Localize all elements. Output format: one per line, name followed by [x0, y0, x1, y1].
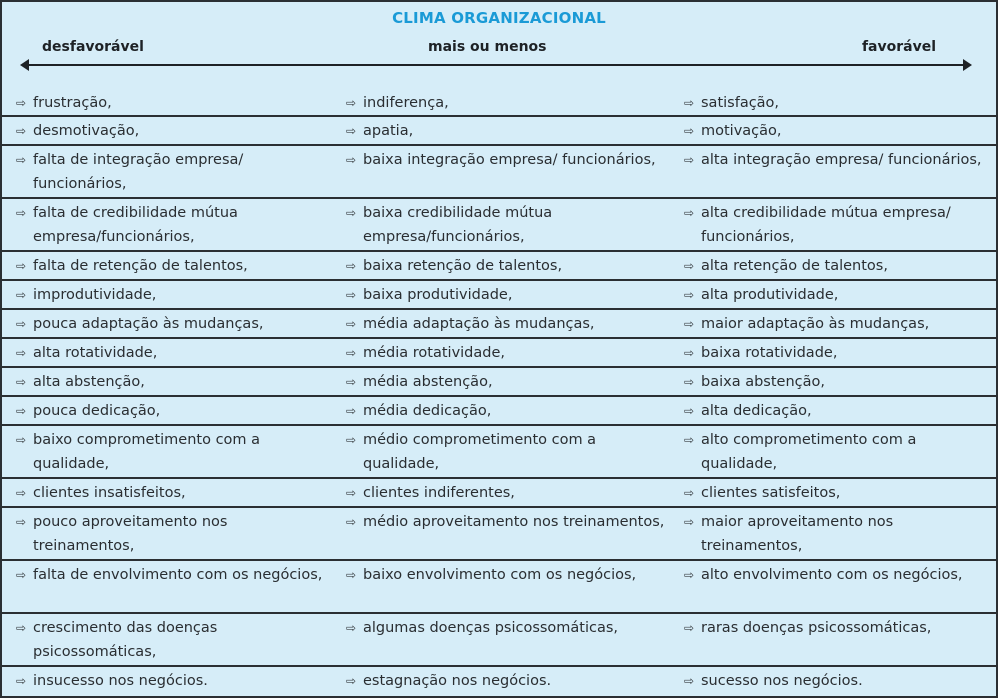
cell-text: baixa integração empresa/ funcionários,	[363, 152, 656, 168]
cell-favorable	[670, 396, 996, 425]
cell-text: alta integração empresa/ funcionários,	[701, 152, 982, 168]
cell-text: frustração,	[33, 95, 112, 111]
right-arrow-bullet-icon: ⇨	[16, 317, 27, 331]
cell-unfavorable	[2, 145, 332, 198]
right-arrow-bullet-icon: ⇨	[346, 433, 357, 447]
right-arrow-bullet-icon: ⇨	[16, 375, 27, 389]
cell-neutral	[332, 666, 670, 693]
right-arrow-bullet-icon: ⇨	[684, 259, 695, 273]
cell-neutral	[332, 145, 670, 198]
scale-label-unfavorable: desfavorável	[42, 39, 144, 55]
table-row	[2, 507, 996, 560]
table-title: CLIMA ORGANIZACIONAL	[392, 9, 606, 27]
right-arrow-bullet-icon: ⇨	[346, 259, 357, 273]
table-row	[2, 116, 996, 145]
right-arrow-bullet-icon: ⇨	[16, 96, 27, 110]
cell-favorable	[670, 478, 996, 507]
cell-text: clientes insatisfeitos,	[33, 485, 186, 501]
cell-text: alta credibilidade mútua empresa/ funcionários,	[701, 205, 951, 245]
cell-favorable	[670, 666, 996, 693]
cell-text: médio comprometimento com a qualidade,	[363, 432, 597, 472]
cell-neutral	[332, 198, 670, 251]
cell-text: baixa produtividade,	[363, 287, 513, 303]
table-row	[2, 89, 996, 116]
cell-favorable	[670, 89, 996, 116]
cell-unfavorable	[2, 666, 332, 693]
right-arrow-bullet-icon: ⇨	[684, 486, 695, 500]
cell-text: clientes satisfeitos,	[701, 485, 841, 501]
right-arrow-bullet-icon: ⇨	[684, 621, 695, 635]
comparison-table	[2, 89, 996, 693]
cell-text: maior adaptação às mudanças,	[701, 316, 930, 332]
right-arrow-bullet-icon: ⇨	[16, 433, 27, 447]
cell-text: alta dedicação,	[701, 403, 812, 419]
right-arrow-bullet-icon: ⇨	[684, 124, 695, 138]
cell-neutral	[332, 338, 670, 367]
cell-text: falta de integração empresa/ funcionários,	[33, 152, 244, 192]
arrow-right-icon	[963, 59, 972, 71]
table-row	[2, 367, 996, 396]
cell-text: baixa abstenção,	[701, 374, 825, 390]
right-arrow-bullet-icon: ⇨	[684, 153, 695, 167]
cell-favorable	[670, 425, 996, 478]
cell-text: desmotivação,	[33, 123, 140, 139]
right-arrow-bullet-icon: ⇨	[16, 404, 27, 418]
right-arrow-bullet-icon: ⇨	[684, 433, 695, 447]
table-row	[2, 478, 996, 507]
cell-text: alto envolvimento com os negócios,	[701, 567, 963, 583]
cell-neutral	[332, 613, 670, 666]
right-arrow-bullet-icon: ⇨	[684, 568, 695, 582]
cell-text: baixo envolvimento com os negócios,	[363, 567, 637, 583]
right-arrow-bullet-icon: ⇨	[16, 674, 27, 688]
table-row	[2, 309, 996, 338]
cell-text: estagnação nos negócios.	[363, 673, 552, 689]
table-header	[2, 2, 996, 89]
right-arrow-bullet-icon: ⇨	[16, 153, 27, 167]
cell-text: clientes indiferentes,	[363, 485, 515, 501]
right-arrow-bullet-icon: ⇨	[346, 317, 357, 331]
cell-text: baixa rotatividade,	[701, 345, 838, 361]
cell-neutral	[332, 309, 670, 338]
cell-favorable	[670, 338, 996, 367]
cell-neutral	[332, 396, 670, 425]
cell-text: média adaptação às mudanças,	[363, 316, 595, 332]
right-arrow-bullet-icon: ⇨	[684, 288, 695, 302]
right-arrow-bullet-icon: ⇨	[16, 259, 27, 273]
right-arrow-bullet-icon: ⇨	[16, 288, 27, 302]
cell-unfavorable	[2, 89, 332, 116]
cell-text: alta produtividade,	[701, 287, 839, 303]
cell-neutral	[332, 367, 670, 396]
cell-text: média dedicação,	[363, 403, 492, 419]
cell-text: pouca adaptação às mudanças,	[33, 316, 264, 332]
table-row	[2, 666, 996, 693]
right-arrow-bullet-icon: ⇨	[684, 317, 695, 331]
right-arrow-bullet-icon: ⇨	[684, 96, 695, 110]
cell-text: pouco aproveitamento nos treinamentos,	[33, 514, 228, 554]
cell-text: crescimento das doenças psicossomáticas,	[33, 620, 218, 660]
cell-text: falta de credibilidade mútua empresa/funcionários,	[33, 205, 238, 245]
right-arrow-bullet-icon: ⇨	[16, 124, 27, 138]
cell-favorable	[670, 560, 996, 613]
cell-neutral	[332, 478, 670, 507]
cell-text: baixa retenção de talentos,	[363, 258, 563, 274]
right-arrow-bullet-icon: ⇨	[684, 346, 695, 360]
cell-neutral	[332, 560, 670, 613]
cell-favorable	[670, 116, 996, 145]
cell-favorable	[670, 613, 996, 666]
cell-unfavorable	[2, 367, 332, 396]
cell-favorable	[670, 145, 996, 198]
cell-text: pouca dedicação,	[33, 403, 161, 419]
right-arrow-bullet-icon: ⇨	[346, 674, 357, 688]
table-row	[2, 251, 996, 280]
right-arrow-bullet-icon: ⇨	[346, 568, 357, 582]
cell-unfavorable	[2, 507, 332, 560]
cell-text: sucesso nos negócios.	[701, 673, 863, 689]
right-arrow-bullet-icon: ⇨	[16, 621, 27, 635]
cell-text: motivação,	[701, 123, 782, 139]
right-arrow-bullet-icon: ⇨	[346, 124, 357, 138]
cell-text: alta rotatividade,	[33, 345, 158, 361]
cell-text: alta abstenção,	[33, 374, 145, 390]
cell-neutral	[332, 425, 670, 478]
cell-favorable	[670, 280, 996, 309]
cell-favorable	[670, 198, 996, 251]
cell-favorable	[670, 507, 996, 560]
cell-unfavorable	[2, 396, 332, 425]
right-arrow-bullet-icon: ⇨	[346, 621, 357, 635]
cell-text: algumas doenças psicossomáticas,	[363, 620, 619, 636]
cell-text: baixa credibilidade mútua empresa/funcionários,	[363, 205, 553, 245]
table-row	[2, 560, 996, 613]
cell-text: falta de retenção de talentos,	[33, 258, 248, 274]
cell-text: raras doenças psicossomáticas,	[701, 620, 932, 636]
right-arrow-bullet-icon: ⇨	[16, 568, 27, 582]
cell-text: indiferença,	[363, 95, 449, 111]
double-arrow-scale-icon	[20, 61, 972, 69]
cell-neutral	[332, 251, 670, 280]
right-arrow-bullet-icon: ⇨	[684, 206, 695, 220]
cell-unfavorable	[2, 338, 332, 367]
cell-favorable	[670, 309, 996, 338]
cell-unfavorable	[2, 309, 332, 338]
table-row	[2, 338, 996, 367]
cell-neutral	[332, 280, 670, 309]
scale-label-favorable: favorável	[861, 39, 936, 55]
cell-text: apatia,	[363, 123, 414, 139]
table-row	[2, 145, 996, 198]
table-row	[2, 396, 996, 425]
right-arrow-bullet-icon: ⇨	[684, 515, 695, 529]
cell-text: improdutividade,	[33, 287, 157, 303]
cell-text: média abstenção,	[363, 374, 493, 390]
right-arrow-bullet-icon: ⇨	[346, 375, 357, 389]
table-row	[2, 198, 996, 251]
cell-text: falta de envolvimento com os negócios,	[33, 567, 323, 583]
right-arrow-bullet-icon: ⇨	[346, 404, 357, 418]
scale-label-neutral: mais ou menos	[428, 39, 547, 55]
cell-unfavorable	[2, 116, 332, 145]
cell-favorable	[670, 367, 996, 396]
right-arrow-bullet-icon: ⇨	[16, 486, 27, 500]
cell-text: insucesso nos negócios.	[33, 673, 208, 689]
table-row	[2, 613, 996, 666]
cell-unfavorable	[2, 251, 332, 280]
cell-unfavorable	[2, 478, 332, 507]
cell-unfavorable	[2, 425, 332, 478]
cell-text: alto comprometimento com a qualidade,	[701, 432, 917, 472]
right-arrow-bullet-icon: ⇨	[16, 515, 27, 529]
scale-line	[26, 64, 966, 66]
right-arrow-bullet-icon: ⇨	[684, 375, 695, 389]
right-arrow-bullet-icon: ⇨	[346, 206, 357, 220]
right-arrow-bullet-icon: ⇨	[16, 346, 27, 360]
right-arrow-bullet-icon: ⇨	[684, 674, 695, 688]
cell-neutral	[332, 89, 670, 116]
cell-unfavorable	[2, 613, 332, 666]
cell-text: médio aproveitamento nos treinamentos,	[363, 514, 665, 530]
right-arrow-bullet-icon: ⇨	[346, 96, 357, 110]
right-arrow-bullet-icon: ⇨	[346, 153, 357, 167]
cell-text: alta retenção de talentos,	[701, 258, 888, 274]
table-row	[2, 280, 996, 309]
right-arrow-bullet-icon: ⇨	[346, 346, 357, 360]
cell-text: maior aproveitamento nos treinamentos,	[701, 514, 894, 554]
cell-text: satisfação,	[701, 95, 780, 111]
cell-unfavorable	[2, 198, 332, 251]
cell-text: baixo comprometimento com a qualidade,	[33, 432, 261, 472]
cell-neutral	[332, 116, 670, 145]
cell-unfavorable	[2, 280, 332, 309]
right-arrow-bullet-icon: ⇨	[684, 404, 695, 418]
cell-text: média rotatividade,	[363, 345, 506, 361]
cell-unfavorable	[2, 560, 332, 613]
right-arrow-bullet-icon: ⇨	[346, 486, 357, 500]
right-arrow-bullet-icon: ⇨	[16, 206, 27, 220]
cell-neutral	[332, 507, 670, 560]
right-arrow-bullet-icon: ⇨	[346, 515, 357, 529]
cell-favorable	[670, 251, 996, 280]
right-arrow-bullet-icon: ⇨	[346, 288, 357, 302]
table-row	[2, 425, 996, 478]
